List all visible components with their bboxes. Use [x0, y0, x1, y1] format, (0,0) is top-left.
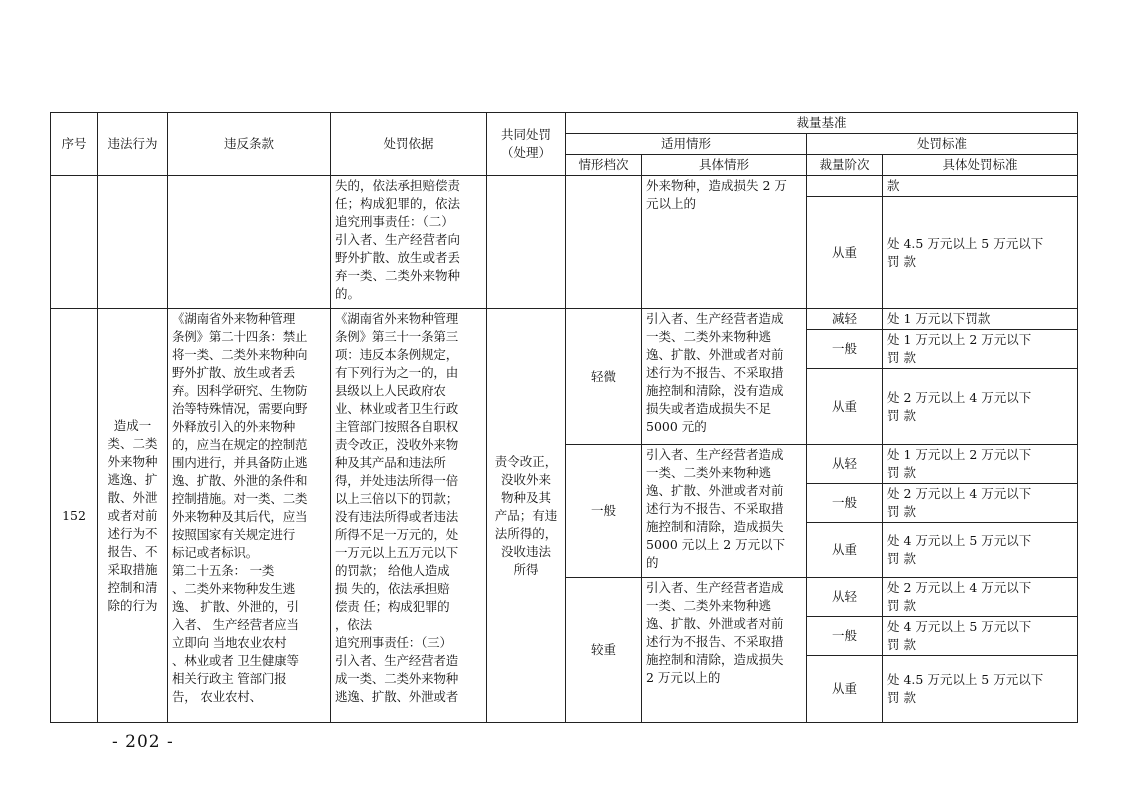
level-minor-heavy: 从重 — [807, 369, 883, 445]
standard-general-heavy: 处 4 万元以上 5 万元以下 罚 款 — [883, 523, 1078, 578]
header-violation: 违法行为 — [98, 113, 168, 176]
row-clause: 《湖南省外来物种管理 条例》第二十四条：禁止 将一类、二类外来物种向 野外扩散、放生或者丢 弃。因科学研究、生物防 治等特殊情况，需要向野 外释放引入的外来物种 的，应当在规定的控制范 围内进行，并具备防止逃 逸、扩散、外泄的条件和 控制措施。对一类、二类 外来物种及其后代，应当 按照国家有关规定进行 标记或者标识。 第二十五条： 一类 、二类外来物种发生逃 逸、 扩散、外泄的，引 入者、 生产经营者应当 立即向 当地农业农村 、林业或者 卫生健康等 相关行政主 管部门报 告， 农业农村、 — [168, 309, 331, 723]
level-minor-mitigated: 减轻 — [807, 309, 883, 330]
header-applicable: 适用情形 — [566, 134, 807, 155]
cont-standard-cell: 款 — [883, 176, 1078, 197]
cont-violation-cell — [98, 176, 168, 309]
level-general-light: 从轻 — [807, 445, 883, 484]
header-basis: 处罚依据 — [331, 113, 487, 176]
header-clause: 违反条款 — [168, 113, 331, 176]
specific-serious: 引入者、生产经营者造成 一类、二类外来物种逃 逸、扩散、外泄或者对前 述行为不报告、不采取措 施控制和清除，造成损失 2 万元以上的 — [642, 578, 807, 723]
page-number: - 202 - — [112, 732, 174, 752]
cont-basis-cell: 失的，依法承担赔偿责 任；构成犯罪的，依法 追究刑事责任：（二） 引入者、生产经营者向 野外扩散、放生或者丢 弃一类、二类外来物种 的。 — [331, 176, 487, 309]
row-common-penalty: 责令改正， 没收外来 物种及其 产品；有违 法所得的， 没收违法 所得 — [487, 309, 566, 723]
standard-serious-normal: 处 4 万元以上 5 万元以下 罚 款 — [883, 617, 1078, 656]
header-discretion: 裁量基准 — [566, 113, 1078, 134]
cont-specific-cell: 外来物种，造成损失 2 万 元以上的 — [642, 176, 807, 309]
standard-minor-mitigated: 处 1 万元以下罚款 — [883, 309, 1078, 330]
cont-grade-cell — [566, 176, 642, 309]
cont-level-heavy: 从重 — [807, 197, 883, 309]
header-grade: 情形档次 — [566, 155, 642, 176]
cont-seq-cell — [51, 176, 98, 309]
standard-general-light: 处 1 万元以上 2 万元以下 罚 款 — [883, 445, 1078, 484]
specific-general: 引入者、生产经营者造成 一类、二类外来物种逃 逸、扩散、外泄或者对前 述行为不报告、不采取措 施控制和清除，造成损失 5000 元以上 2 万元以下 的 — [642, 445, 807, 578]
level-serious-light: 从轻 — [807, 578, 883, 617]
header-specific: 具体情形 — [642, 155, 807, 176]
standard-serious-heavy: 处 4.5 万元以上 5 万元以下 罚 款 — [883, 656, 1078, 723]
header-penalty-standard: 处罚标准 — [807, 134, 1078, 155]
row-violation: 造成一 类、二类 外来物种 逃逸、扩 散、外泄 或者对前 述行为不 报告、不 采取措施 控制和清 除的行为 — [98, 309, 168, 723]
standard-serious-light: 处 2 万元以上 4 万元以下 罚 款 — [883, 578, 1078, 617]
cont-standard-heavy: 处 4.5 万元以上 5 万元以下 罚 款 — [883, 197, 1078, 309]
row-basis: 《湖南省外来物种管理 条例》第三十一条第三 项：违反本条例规定， 有下列行为之一的，由 县级以上人民政府农 业、林业或者卫生行政 主管部门按照各自职权 责令改正，没收外来物 种及其产品和违法所 得，并处违法所得一倍 以上三倍以下的罚款； 没有违法所得或者违法 所得不足一万元的，处 一万元以上五万元以下 的罚款； 给他人造成 损 失的，依法承担赔 偿责 任；构成犯罪的 ，依法 追究刑事责任：（三） 引入者、生产经营者造 成一类、二类外来物种 逃逸、扩散、外泄或者 — [331, 309, 487, 723]
header-common-penalty: 共同处罚 （处理） — [487, 113, 566, 176]
standard-minor-normal: 处 1 万元以上 2 万元以下 罚 款 — [883, 330, 1078, 369]
cont-clause-cell — [168, 176, 331, 309]
grade-general: 一般 — [566, 445, 642, 578]
level-general-normal: 一般 — [807, 484, 883, 523]
cont-level-cell — [807, 176, 883, 197]
row-seq: 152 — [51, 309, 98, 723]
level-serious-normal: 一般 — [807, 617, 883, 656]
header-level: 裁量阶次 — [807, 155, 883, 176]
grade-serious: 较重 — [566, 578, 642, 723]
specific-minor: 引入者、生产经营者造成 一类、二类外来物种逃 逸、扩散、外泄或者对前 述行为不报告、不采取措 施控制和清除，没有造成 损失或者造成损失不足 5000 元的 — [642, 309, 807, 445]
penalty-discretion-table — [50, 112, 1078, 723]
standard-minor-heavy: 处 2 万元以上 4 万元以下 罚 款 — [883, 369, 1078, 445]
standard-general-normal: 处 2 万元以上 4 万元以下 罚 款 — [883, 484, 1078, 523]
cont-common-cell — [487, 176, 566, 309]
level-minor-normal: 一般 — [807, 330, 883, 369]
level-general-heavy: 从重 — [807, 523, 883, 578]
header-specific-standard: 具体处罚标准 — [883, 155, 1078, 176]
grade-minor: 轻微 — [566, 309, 642, 445]
header-seq: 序号 — [51, 113, 98, 176]
level-serious-heavy: 从重 — [807, 656, 883, 723]
